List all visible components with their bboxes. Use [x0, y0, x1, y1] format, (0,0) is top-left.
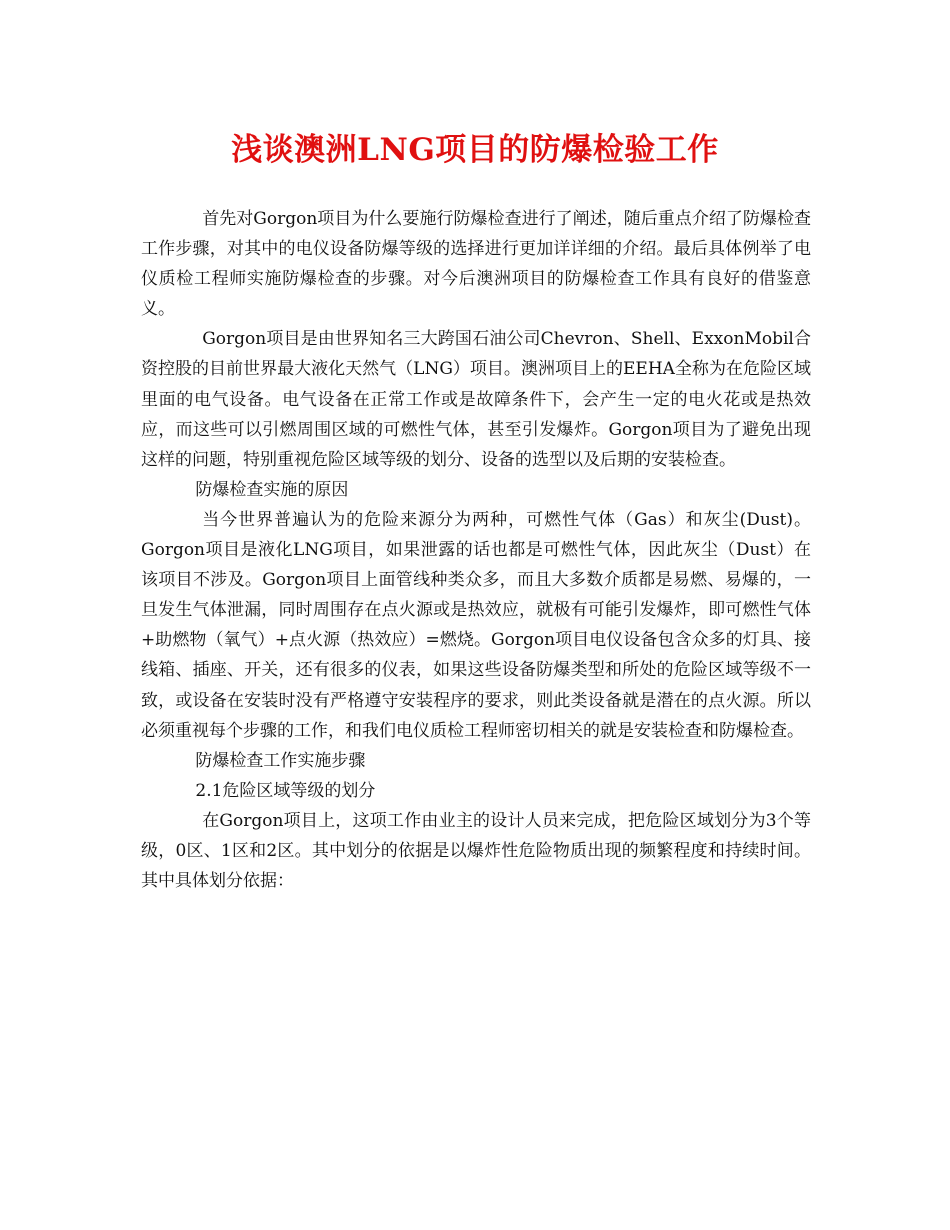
document-body [141, 204, 811, 896]
subsection-heading-zone-classification: 2.1危险区域等级的划分 [195, 780, 376, 801]
abstract-paragraph: 首先对Gorgon项目为什么要施行防爆检查进行了阐述，随后重点介绍了防爆检查工作步骤，对其中的电仪设备防爆等级的选择进行更加详详细的介绍。最后具体例举了电仪质检工程师实施防爆检查的步骤。对今后澳洲项目的防爆检查工作具有良好的借鉴意义。 [141, 209, 811, 320]
zone-classification-paragraph: 在Gorgon项目上，这项工作由业主的设计人员来完成，把危险区域划分为3个等级，0区、1区和2区。其中划分的依据是以爆炸性危险物质出现的频繁程度和持续时间。其中具体划分依据： [141, 810, 811, 892]
project-intro-paragraph: Gorgon项目是由世界知名三大跨国石油公司Chevron、Shell、ExxonMobil合资控股的目前世界最大液化天然气（LNG）项目。澳洲项目上的EEHA全称为在危险区域里面的电气设备。电气设备在正常工作或是故障条件下，会产生一定的电火花或是热效应，而这些可以引燃周围区域的可燃性气体，甚至引发爆炸。Gorgon项目为了避免出现这样的问题，特别重视危险区域等级的划分、设备的选型以及后期的安装检查。 [141, 329, 811, 470]
section-heading-reason: 防爆检查实施的原因 [195, 479, 349, 500]
reason-paragraph: 当今世界普遍认为的危险来源分为两种，可燃性气体（Gas）和灰尘(Dust)。Gorgon项目是液化LNG项目，如果泄露的话也都是可燃性气体，因此灰尘（Dust）在该项目不涉及。Gorgon项目上面管线种类众多，而且大多数介质都是易燃、易爆的，一旦发生气体泄漏，同时周围存在点火源或是热效应，就极有可能引发爆炸，即可燃性气体+助燃物（氧气）+点火源（热效应）=燃烧。Gorgon项目电仪设备包含众多的灯具、接线箱、插座、开关，还有很多的仪表，如果这些设备防爆类型和所处的危险区域等级不一致，或设备在安装时没有严格遵守安装程序的要求，则此类设备就是潜在的点火源。所以必须重视每个步骤的工作，和我们电仪质检工程师密切相关的就是安装检查和防爆检查。 [141, 509, 811, 741]
document-title: 浅谈澳洲LNG项目的防爆检验工作 [231, 132, 719, 168]
section-heading-steps: 防爆检查工作实施步骤 [195, 750, 366, 771]
